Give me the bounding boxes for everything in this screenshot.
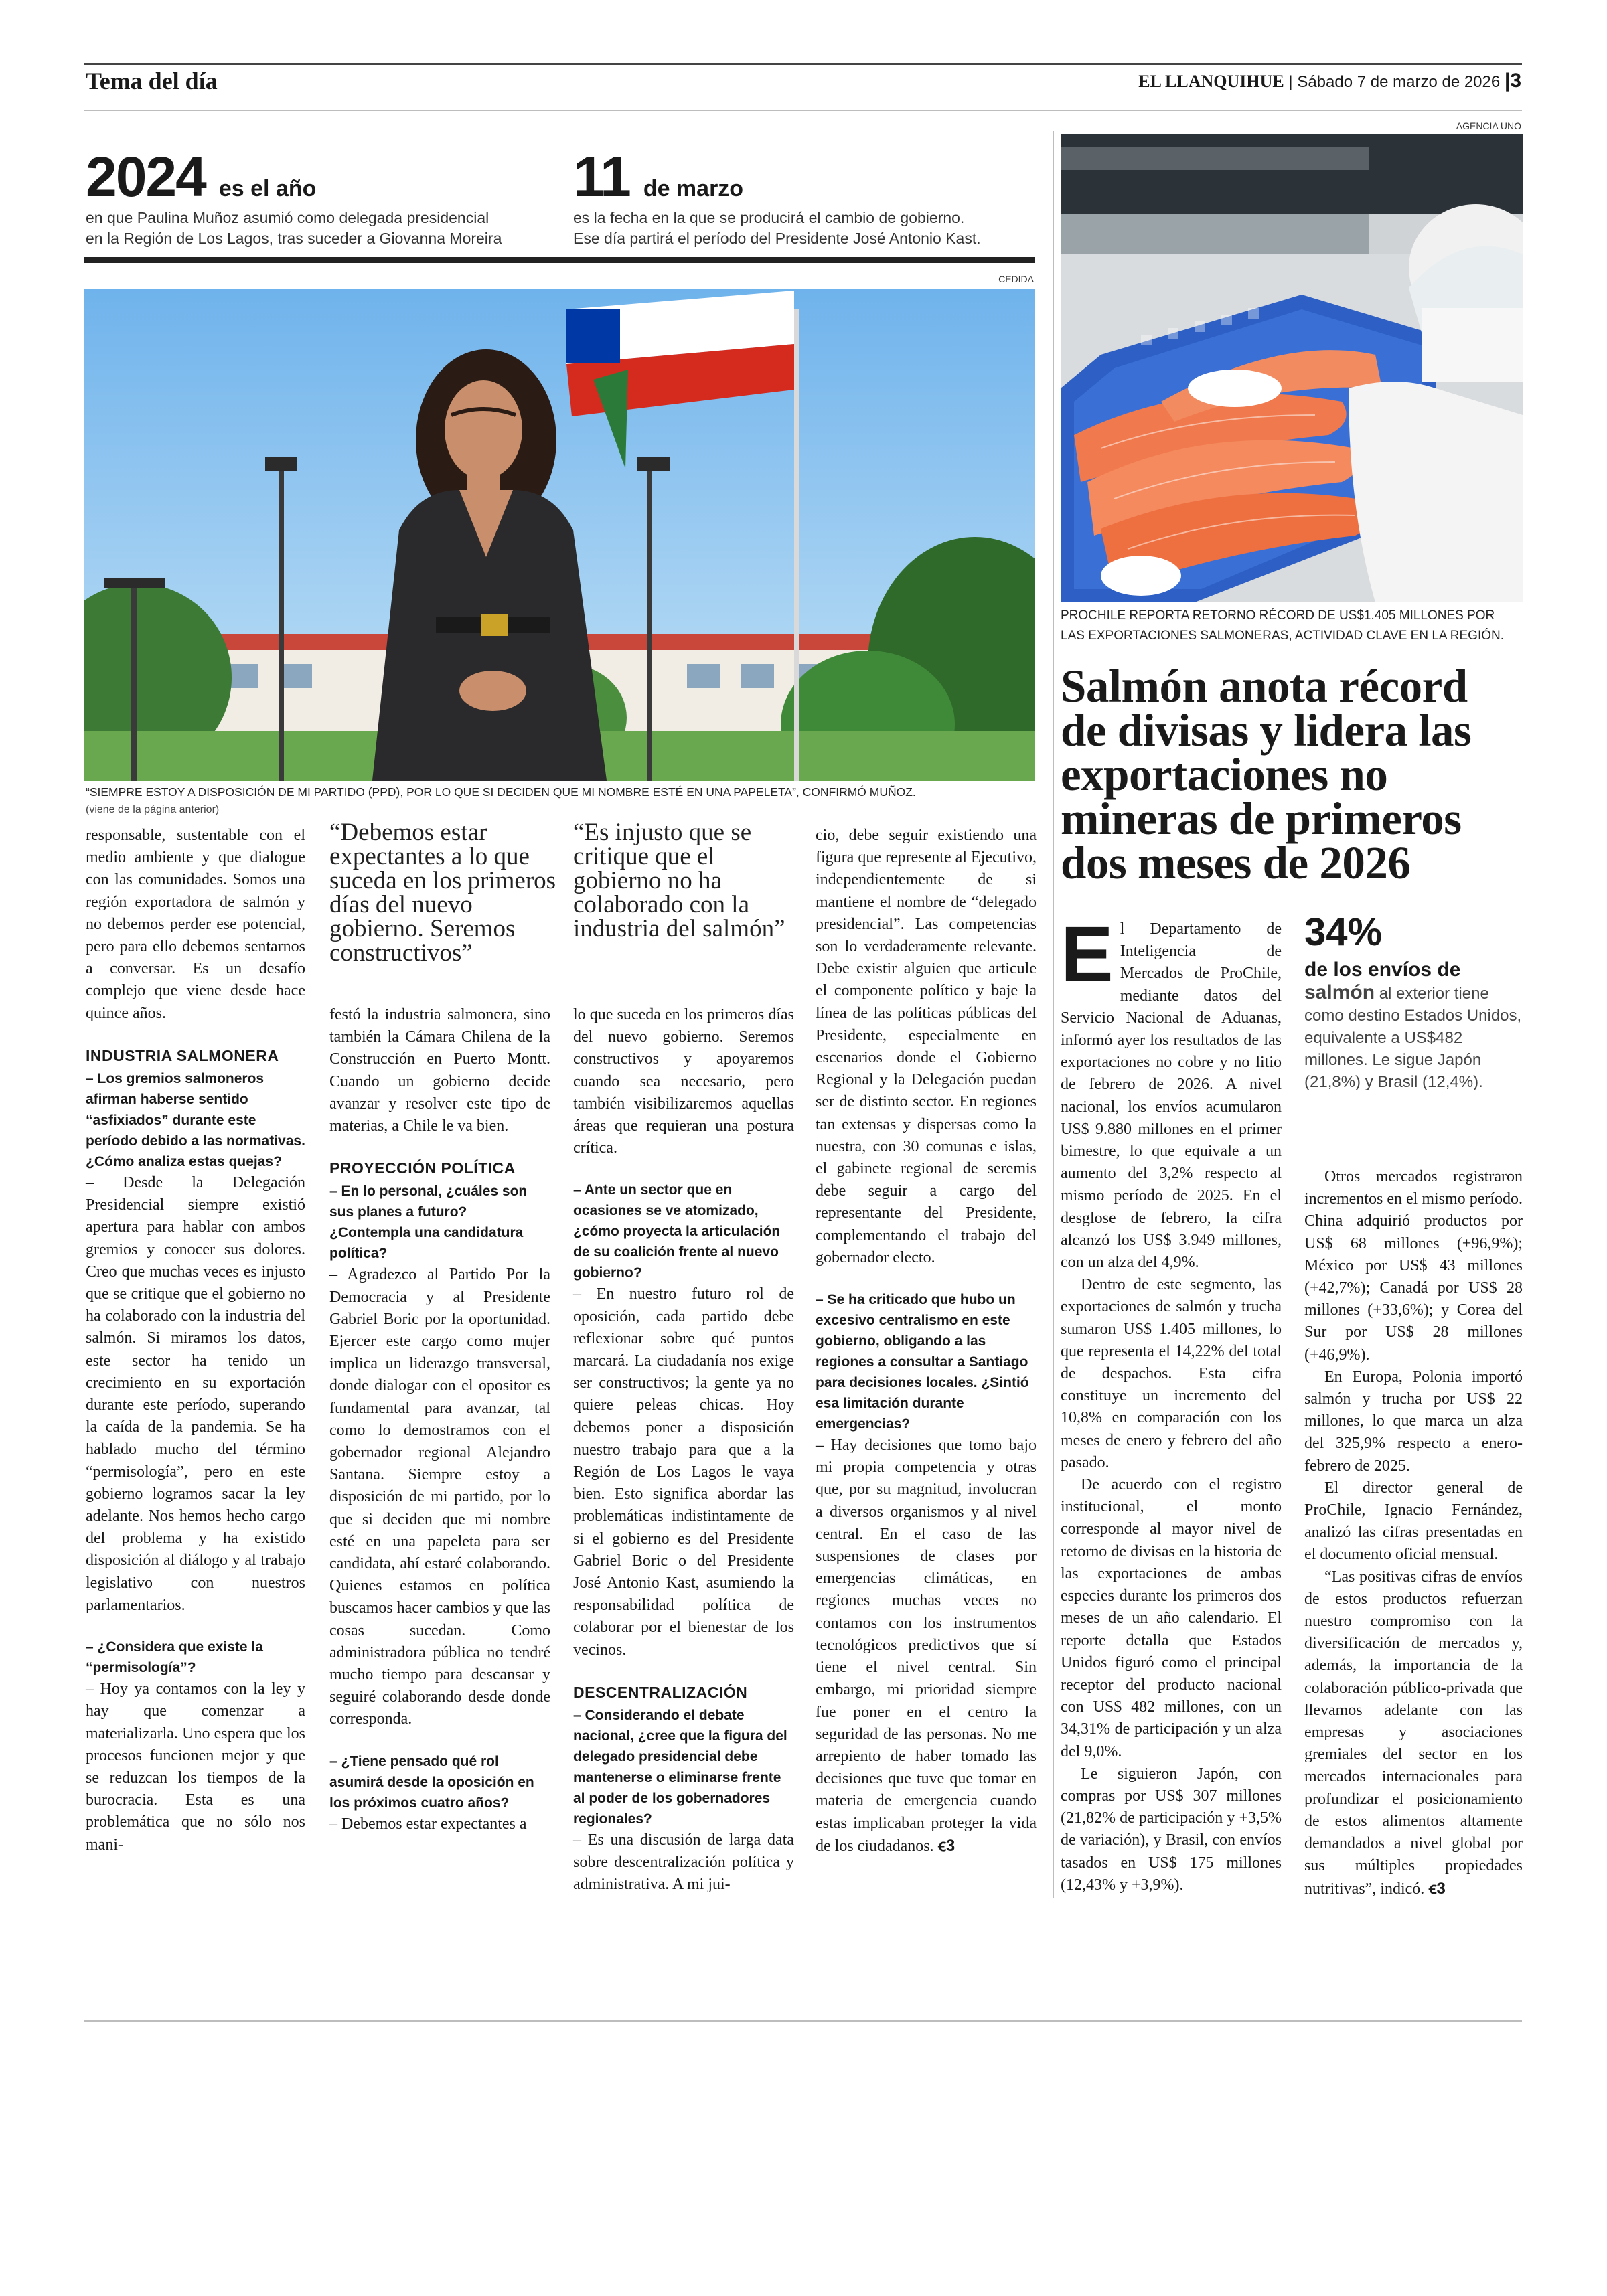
interview-question: – Considerando el debate nacional, ¿cree que la figura del delegado presidencial debe mantenerse o eliminarse frente al poder de los gobernadores regionales? [573,1708,787,1827]
article-paragraph: En Europa, Polonia importó salmón y trucha por US$ 22 millones, lo que marca un alza del 325,9% respecto a enero-febrero de 2025. [1304,1368,1523,1475]
stat-highlight [1304,910,1523,1093]
section-label: Tema del día [86,68,218,94]
facts-bottom-rule [84,257,1035,263]
interview-answer: – Hoy ya contamos con la ley y hay que comenzar a materializarla. Uno espera que los procesos funcionen mejor y que se reduzcan los tiempos de la burocracia. Esta es una problemática que no sólo nos mani- [86,1680,305,1854]
footer-rule [84,2020,1522,2022]
stat-number: 34% [1304,910,1383,954]
delegate-portrait-image [84,289,1035,781]
salmon-processing-image [1061,134,1523,602]
stat-description [1304,981,1523,1093]
fact-description: en la Región de Los Lagos, tras suceder a Giovanna Moreira [86,230,502,247]
article-paragraph: El Departamento de Inteligencia de Mercados de ProChile, mediante datos del Servicio Nacional de Aduanas, informó ayer los resultados de las exportaciones no cobre y no litio de febrero de 2026. A nivel nacional, los envíos acumularon US$ 9.880 millones en el primer bimestre, lo que equivale a un aumento del 3,2% respecto al mismo período de 2025. En el desglose de febrero, la cifra alcanzó los US$ 3.949 millones, con un alza del 4,9%. [1061,910,1282,1272]
interview-column-4 [816,825,1037,1858]
masthead [1138,70,1521,92]
fact-number: 11 [573,145,630,208]
interview-answer: festó la industria salmonera, sino también la Cámara Chilena de la Construcción en Puerto Montt. Cuando un gobierno decide avanzar y resolver este tipo de materias, a Chile le va bien. [329,1006,550,1135]
newspaper-name: EL LLANQUIHUE [1138,72,1284,91]
interview-answer: – Debemos estar expectantes a [329,1815,527,1833]
salmon-photo-caption [1061,606,1523,646]
interview-answer: – Es una discusión de larga data sobre descentralización política y administrativa. A mi jui- [573,1831,794,1894]
interview-question: – Se ha criticado que hubo un excesivo centralismo en este gobierno, obligando a las regiones a consultar a Santiago para decisiones locales. ¿Sintió esa limitación durante emergencias? [816,1292,1029,1432]
fact-block-2 [573,145,1035,249]
fact-label: es el año [218,176,317,201]
end-mark-icon: ꞓ3 [1424,1879,1446,1898]
subheading: INDUSTRIA SALMONERA [86,1046,279,1064]
interview-column-2 [329,1004,550,1835]
interview-question: – Ante un sector que en ocasiones se ve atomizado, ¿cómo proyecta la articulación de su coalición frente al nuevo gobierno? [573,1182,781,1281]
salmon-photo [1061,134,1523,602]
interview-question: – En lo personal, ¿cuáles son sus planes a futuro? ¿Contempla una candidatura política? [329,1183,528,1262]
stat-label-emphasis: salmón [1304,981,1375,1003]
pull-quote-2: “Es injusto que se critique que el gobierno no ha colaborado con la industria del salmón” [573,819,785,942]
interview-question: – ¿Considera que existe la “permisología”? [86,1639,263,1676]
header-bottom-rule [84,110,1522,111]
issue-date: Sábado 7 de marzo de 2026 [1297,73,1501,91]
fact-description: en que Paulina Muñoz asumió como delegada presidencial [86,209,489,226]
masthead-separator: | [1288,73,1293,91]
fact-description: Ese día partirá el período del Presidente José Antonio Kast. [573,230,981,247]
fact-label: de marzo [643,176,744,201]
main-photo-caption: “SIEMPRE ESTOY A DISPOSICIÓN DE MI PARTIDO (PPD), POR LO QUE SI DECIDEN QUE MI NOMBRE ESTÉ EN UNA PAPELETA”, CONFIRMÓ MUÑOZ. [86,785,916,799]
fact-description: es la fecha en la que se producirá el cambio de gobierno. [573,209,965,226]
stat-desc-tail: al exterior tiene como destino Estados Unidos, equivalente a US$482 millones. [1304,985,1522,1069]
salmon-headline: Salmón anota récord de divisas y lidera las exportaciones no mineras de primeros dos meses de 2026 [1061,661,1472,888]
article-paragraph: Dentro de este segmento, las exportaciones de salmón y trucha sumaron US$ 1.405 millones, lo que representa el 14,22% del total de despachos. Esta cifra constituye un incremento del 10,8% en comparación con los meses de enero y febrero del año pasado. [1061,1276,1282,1471]
interview-column-1 [86,825,305,1856]
subheading: PROYECCIÓN POLÍTICA [329,1159,516,1177]
interview-column-3 [573,1004,794,1896]
photo-credit: CEDIDA [998,274,1034,284]
interview-answer: lo que suceda en los primeros días del nuevo gobierno. Seremos constructivos y apoyaremos cuando sea necesario, pero también visibilizaremos aquellas áreas que requieran una postura crítica. [573,1006,794,1157]
column-divider [1053,131,1054,1898]
salmon-caption-line: PROCHILE REPORTA RETORNO RÉCORD DE US$1.405 MILLONES POR [1061,608,1495,623]
article-paragraph: El director general de ProChile, Ignacio Fernández, analizó las cifras presentadas en el documento oficial mensual. [1304,1479,1523,1564]
fact-number: 2024 [86,145,206,208]
interview-answer: responsable, sustentable con el medio ambiente y que dialogue con las comunidades. Somos una región exportadora de salmón y no debemos perder ese potencial, pero para ello debemos sentarnos a conversar. Es un desafío complejo que viene desde hace quince años. [86,827,305,1022]
salmon-photo-credit: AGENCIA UNO [1456,120,1521,131]
salmon-column-1 [1061,910,1282,1896]
page-separator: | [1504,70,1511,92]
interview-answer: – Desde la Delegación Presidencial siempre existió apertura para hablar con ambos gremios y conocer sus dolores. Creo que muchas veces es injusto que se critique que el gobierno no ha colaborado con la industria del salmón. Si miramos los datos, este sector ha tenido un crecimiento en su exportación durante este período, superando la caída de la pandemia. Se ha hablado mucho del término “permisología”, pero en este gobierno logramos sacar la ley adelante. Nos hemos hecho cargo del problema y ha existido disposición al diálogo y al trabajo legislativo con nuestros parlamentarios. [86,1174,305,1614]
interview-answer: – Agradezco al Partido Por la Democracia y al Presidente Gabriel Boric por la oportunidad. Ejercer este cargo como mujer implica un liderazgo transversal, donde dialogar con el opositor es fundamental para avanzar, tal como lo demostramos con el gobernador regional Alejandro Santana. Siempre estoy a disposición de mi partido, por lo que si deciden que mi nombre esté en una papeleta para ser candidata, ahí estaré colaborando. Quienes estamos en política buscamos hacer cambios y que las cosas sucedan. Como administradora pública no tendré mucho tiempo para descansar y seguiré colaborando desde donde corresponda. [329,1266,550,1728]
end-mark-icon: ꞓ3 [933,1836,955,1855]
interview-answer: – Hay decisiones que tomo bajo mi propia competencia y otras que, por su magnitud, involucran a diversos organismos y al nivel central. En el caso de las suspensiones de clases por emergencias climáticas, en regiones muchas veces no contamos con los instrumentos tecnológicos predictivos que sí tiene el nivel central. Sin embargo, mi prioridad siempre fue poner en el centro la seguridad de las personas. No me arrepiento de haber tomado las decisiones que tuve que tomar en materia de emergencia cuando estas implicaban proteger la vida de los ciudadanos. ꞓ3 [816,1437,1037,1855]
stat-desc-2: Le sigue Japón (21,8%) y Brasil (12,4%). [1304,1051,1483,1091]
interview-question: – Los gremios salmoneros afirman haberse sentido “asfixiados” durante este período debido a las normativas. ¿Cómo analiza estas quejas? [86,1071,305,1170]
interview-question: – ¿Tiene pensado qué rol asumirá desde la oposición en los próximos cuatro años? [329,1753,534,1811]
article-paragraph: Le siguieron Japón, con compras por US$ 307 millones (21,82% de participación y +3,5% de variación), y Brasil, con envíos tasados en US$ 175 millones (12,43% y +3,9%). [1061,1765,1282,1894]
interview-answer: cio, debe seguir existiendo una figura que represente al Ejecutivo, independientemente de si mantiene el nombre de “delegado presidencial”. Las competencias son lo verdaderamente relevante. Debe existir alguien que articule el componente político y baje la línea de las políticas públicas del Presidente, especialmente en escenarios donde el Gobierno Regional y la Delegación puedan ser de distinto sector. En regiones tan extensas y dispersas como la nuestra, con 30 comunas e islas, el gabinete regional de seremis debe seguir a cargo del representante del Presidente, complementando el trabajo del gobernador electo. [816,827,1037,1266]
interview-answer: – En nuestro futuro rol de oposición, cada partido debe reflexionar sobre qué puntos marcará. La ciudadanía nos exige ser constructivos; la gente ya no quiere peleas chicas. Hoy debemos poner a disposición nuestro trabajo para que a la Región de Los Lagos le vaya bien. Esto significa abordar las problemáticas indistintamente de si el gobierno es del Presidente Gabriel Boric o del Presidente José Antonio Kast, asumiendo la responsabilidad política de colaborar por el bienestar de los vecinos. [573,1285,794,1659]
subheading: DESCENTRALIZACIÓN [573,1683,748,1701]
article-paragraph: “Las positivas cifras de envíos de estos productos refuerzan nuestro compromiso con la diversificación de mercados y, además, la importancia de la colaboración público-privada que llevamos adelante con las empresas y asociaciones gremiales del sector en los mercados internacionales para profundizar el posicionamiento de estos alimentos altamente demandados a nivel global por sus múltiples propiedades nutritivas”, indicó. ꞓ3 [1304,1568,1523,1898]
pull-quote-1: “Debemos estar expectantes a lo que suceda en los primeros días del nuevo gobierno. Seremos constructivos” [329,819,556,967]
page-number: 3 [1510,70,1521,92]
article-paragraph: De acuerdo con el registro institucional, el monto corresponde al mayor nivel de retorno de divisas en la historia de las exportaciones de ambas especies durante los primeros dos meses de un año calendario. El reporte detalla que Estados Unidos figuró como el principal receptor del producto nacional con US$ 482 millones, con un 34,31% de participación y un alza del 9,0%. [1061,1476,1282,1760]
fact-block-1 [86,145,528,249]
salmon-caption-line: LAS EXPORTACIONES SALMONERAS, ACTIVIDAD CLAVE EN LA REGIÓN. [1061,629,1505,643]
header-top-rule [84,63,1522,65]
continued-note: (viene de la página anterior) [86,804,220,815]
stat-label: de los envíos de [1304,959,1461,981]
main-photo [84,289,1035,781]
salmon-column-2 [1304,1166,1523,1900]
drop-cap: E [1061,910,1114,999]
article-paragraph: Otros mercados registraron incrementos en el mismo período. China adquirió productos por US$ 68 millones (+96,9%); México por US$ 43 millones (+42,7%); Canadá por US$ 28 millones (+33,6%); y Corea del Sur por US$ 28 millones (+46,9%). [1304,1168,1523,1364]
